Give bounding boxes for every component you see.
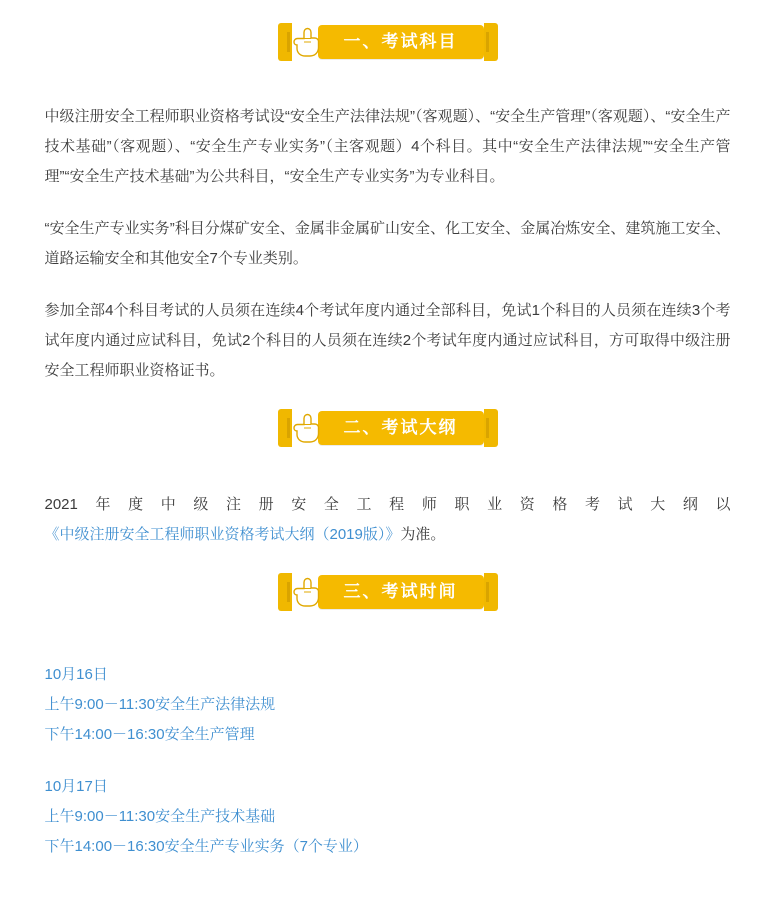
ribbon-left-decoration: [278, 573, 292, 611]
section-banner-title-2: 二、考试大纲: [318, 411, 484, 445]
section-body-2: [43, 490, 733, 550]
pointing-hand-icon: [292, 573, 322, 611]
paragraph: 中级注册安全工程师职业资格考试设“安全生产法律法规”（客观题）、“安全生产管理”（客观题）、“安全生产技术基础”（客观题）、“安全生产专业实务”（主客观题）4个科目。其中“安全生产法律法规”“安全生产管理”“安全生产技术基础”为公共科目，“安全生产专业实务”为专业科目。: [44, 108, 731, 185]
exam-outline-link[interactable]: 《中级注册安全工程师职业资格考试大纲（2019版）》: [44, 526, 401, 543]
pointing-hand-icon: [292, 409, 322, 447]
schedule-group: [45, 660, 731, 750]
section-banner-title-3: 三、考试时间: [318, 575, 484, 609]
ribbon-right-decoration: [484, 23, 498, 61]
paragraph: “安全生产专业实务”科目分煤矿安全、金属非金属矿山安全、化工安全、金属冶炼安全、建筑施工安全、道路运输安全和其他安全7个专业类别。: [44, 220, 731, 267]
outline-prefix: 2021年度中级注册安全工程师职业资格考试大纲以: [44, 496, 731, 513]
schedule-line: 下午14:00－16:30安全生产管理: [44, 726, 255, 743]
section-banner-1: [0, 22, 775, 62]
outline-paragraph: [45, 490, 731, 550]
ribbon-right-decoration: [484, 409, 498, 447]
section-banner-2: [0, 408, 775, 448]
schedule-line: 上午9:00－11:30安全生产技术基础: [44, 808, 276, 825]
exam-schedule: [43, 660, 733, 862]
paragraph: 参加全部4个科目考试的人员须在连续4个考试年度内通过全部科目，免试1个科目的人员须在连续3个考试年度内通过应试科目，免试2个科目的人员须在连续2个考试年度内通过应试科目，方可取得中级注册安全工程师职业资格证书。: [44, 302, 731, 379]
schedule-group: [45, 772, 731, 862]
ribbon-left-decoration: [278, 409, 292, 447]
schedule-date: 10月17日: [44, 778, 108, 795]
outline-suffix: 为准。: [400, 526, 446, 543]
ribbon-right-decoration: [484, 573, 498, 611]
schedule-date: 10月16日: [44, 666, 108, 683]
schedule-line: 上午9:00－11:30安全生产法律法规: [44, 696, 276, 713]
section-banner-3: [0, 572, 775, 612]
schedule-line: 下午14:00－16:30安全生产专业实务（7个专业）: [44, 838, 368, 855]
bottom-spacer: [0, 862, 775, 902]
pointing-hand-icon: [292, 23, 322, 61]
ribbon-left-decoration: [278, 23, 292, 61]
section-body-1: [43, 102, 733, 386]
section-banner-title-1: 一、考试科目: [318, 25, 484, 59]
